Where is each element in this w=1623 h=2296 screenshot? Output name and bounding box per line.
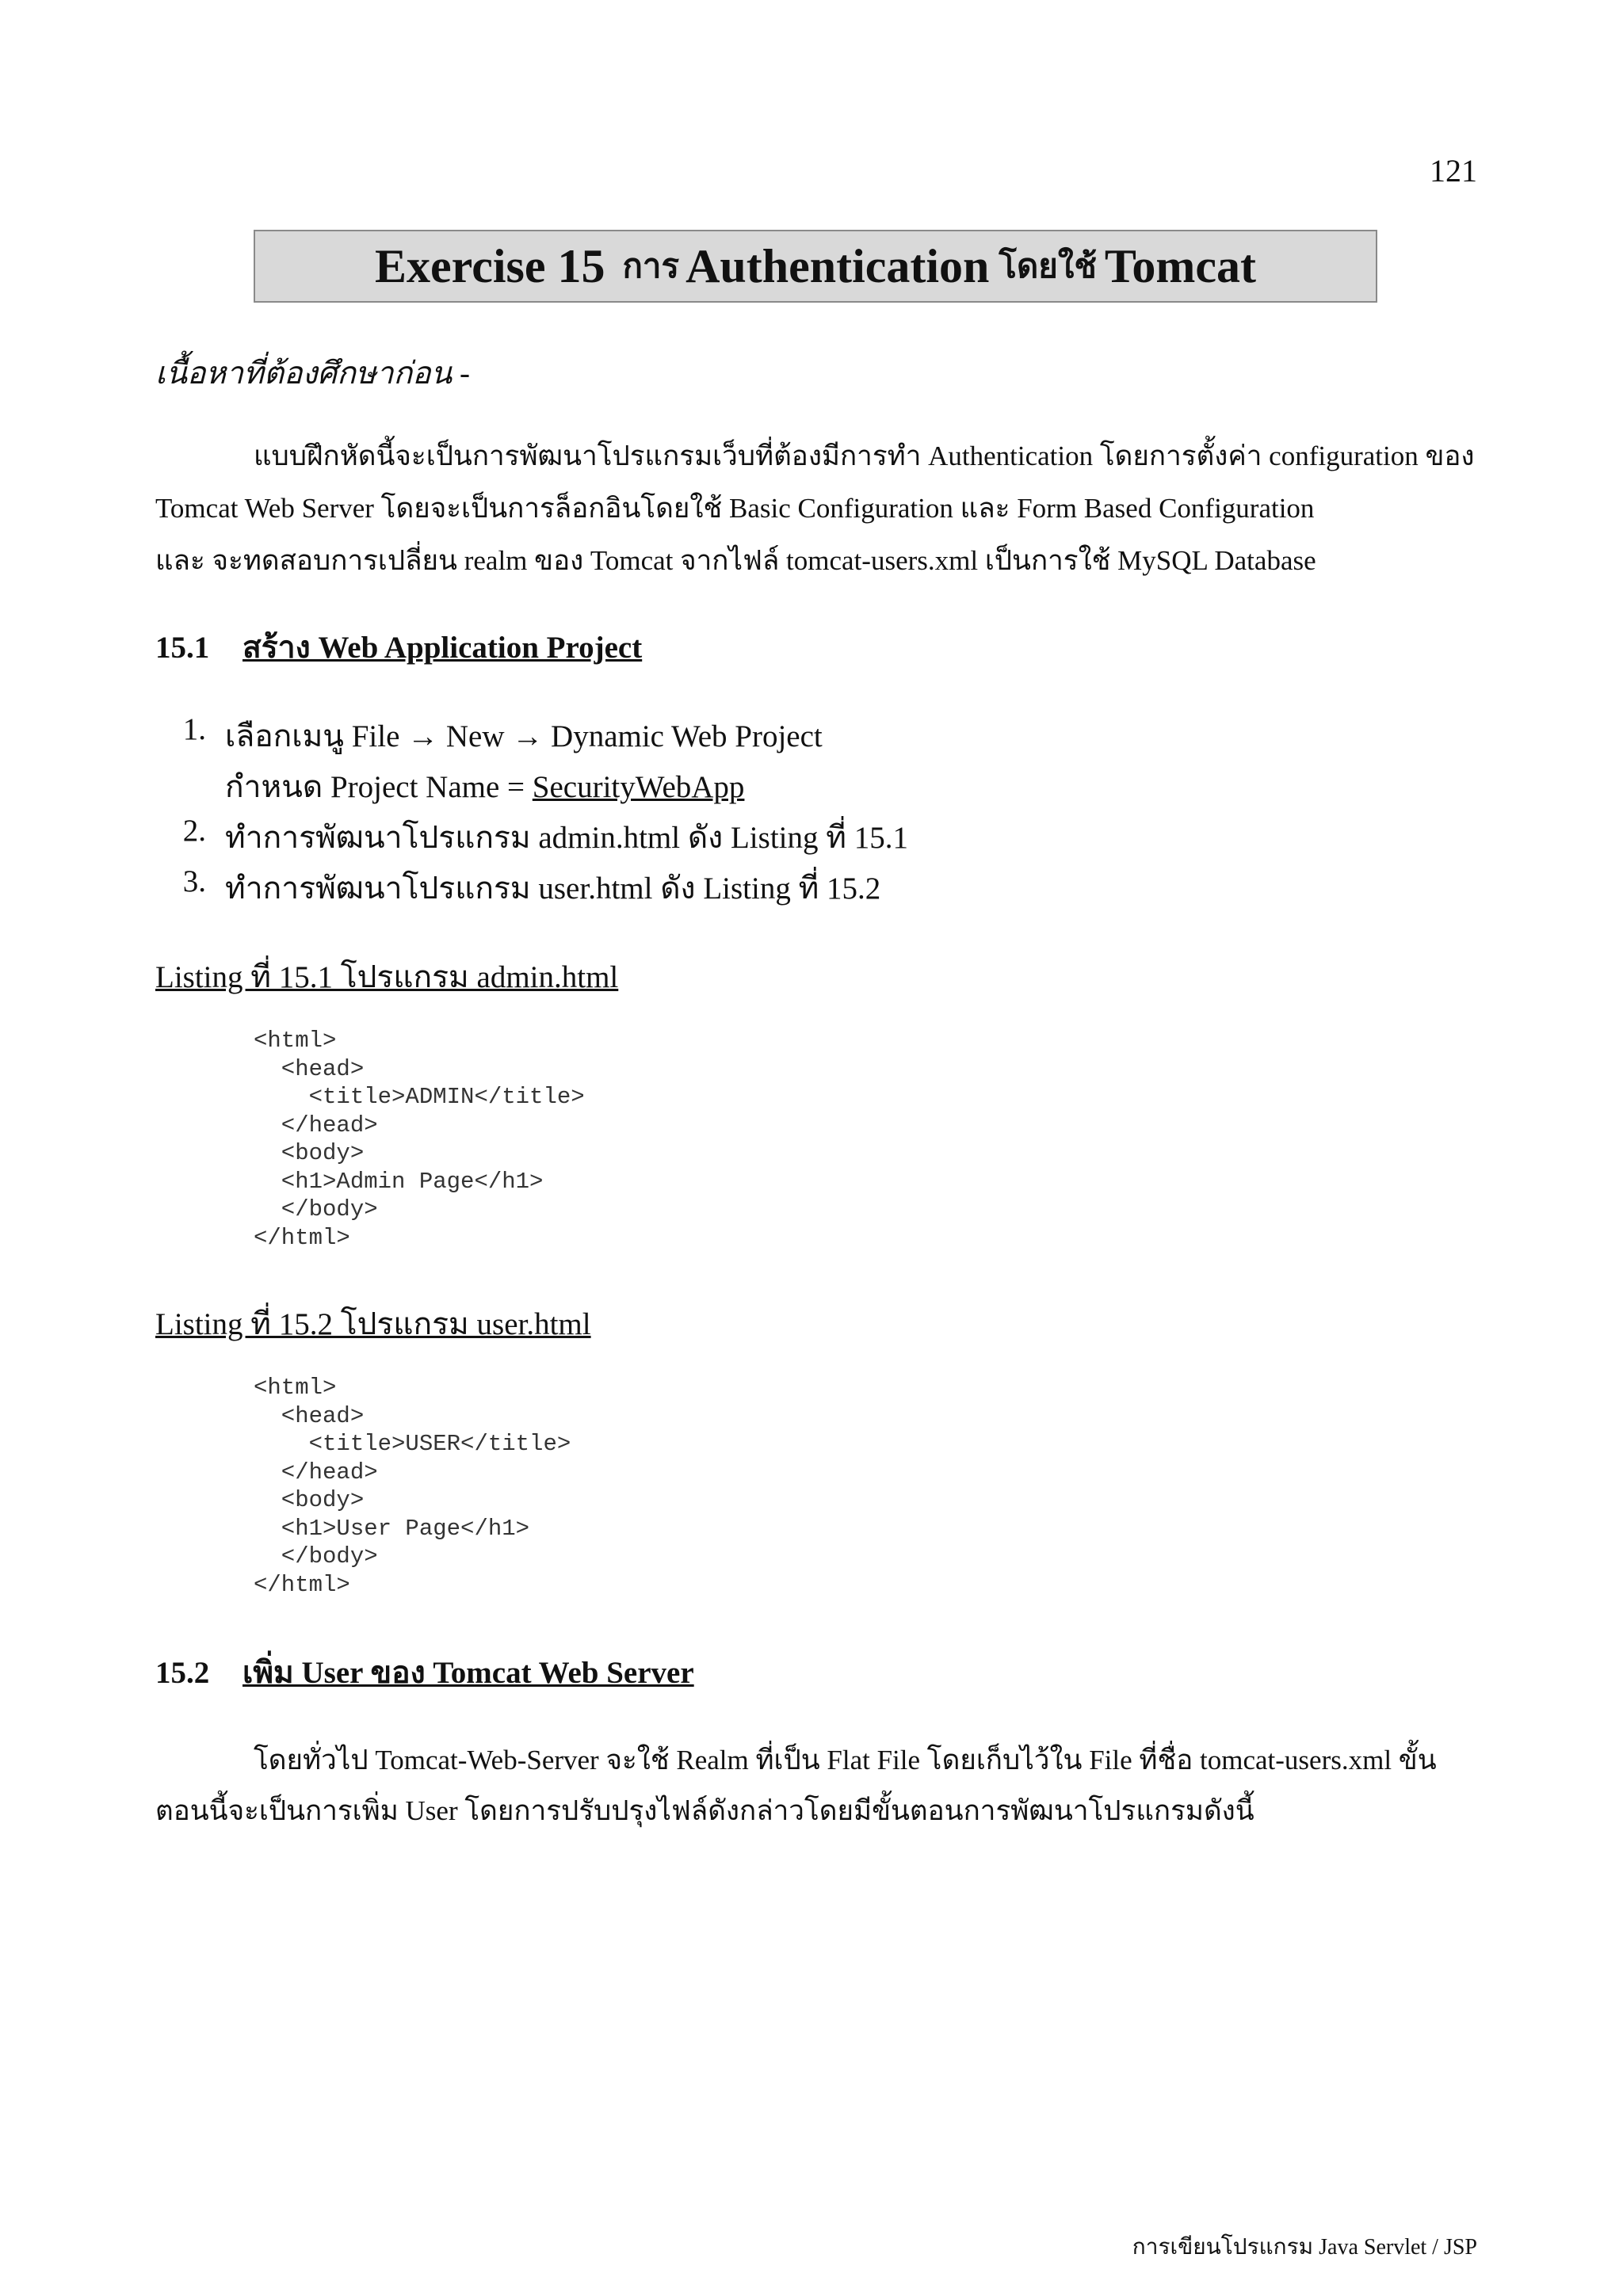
title-thai-prefix: การ xyxy=(622,249,680,285)
step-2 xyxy=(162,813,1113,855)
page-footer: การเขียนโปรแกรม Java Servlet / JSP xyxy=(1132,2235,1477,2260)
step-detail-text xyxy=(225,762,744,811)
section-number: 15.1 xyxy=(155,631,210,665)
section-number: 15.2 xyxy=(155,1656,210,1690)
section-15-1-heading xyxy=(155,623,642,672)
intro-line-2: Tomcat Web Server โดยจะเป็นการล็อกอินโดยใช้ Basic Configuration และ Form Based Configuration xyxy=(155,493,1315,524)
exercise-title xyxy=(254,230,1377,303)
intro-line-1: แบบฝึกหัดนี้จะเป็นการพัฒนาโปรแกรมเว็บที่ต้องมีการทำ Authentication โดยการตั้งค่า configuration ของ xyxy=(254,441,1475,471)
step-detail-prefix: กำหนด Project Name = xyxy=(225,770,533,804)
prerequisite-line: เนื้อหาที่ต้องศึกษาก่อน - xyxy=(155,357,470,391)
project-name: SecurityWebApp xyxy=(532,770,745,804)
step-1-detail xyxy=(162,762,1113,802)
section-15-2-heading xyxy=(155,1648,694,1697)
step-number: 2. xyxy=(182,814,206,848)
section2-line-1: โดยทั่วไป Tomcat-Web-Server จะใช้ Realm ที่เป็น Flat File โดยเก็บไว้ใน File ที่ชื่อ tomcat-users.xml ขั้น xyxy=(254,1745,1437,1775)
section2-line-2: ตอนนี้จะเป็นการเพิ่ม User โดยการปรับปรุงไฟล์ดังกล่าวโดยมีขั้นตอนการพัฒนาโปรแกรมดังนี้ xyxy=(155,1795,1254,1826)
step-text: เลือกเมนู File → New → Dynamic Web Project xyxy=(225,719,823,753)
section-title: เพิ่ม User ของ Tomcat Web Server xyxy=(242,1656,694,1690)
listing-15-2-caption: Listing ที่ 15.2 โปรแกรม user.html xyxy=(155,1307,591,1341)
title-server: Tomcat xyxy=(1104,239,1256,292)
title-thai-middle: โดยใช้ xyxy=(999,249,1097,285)
step-3 xyxy=(162,864,1113,906)
listing-15-2-code: <html> <head> <title>USER</title> </head> <body> <h1>User Page</h1> </body> </html> xyxy=(254,1375,571,1598)
step-text: ทำการพัฒนาโปรแกรม admin.html ดัง Listing ที่ 15.1 xyxy=(225,821,908,855)
step-text: ทำการพัฒนาโปรแกรม user.html ดัง Listing ที่ 15.2 xyxy=(225,871,881,906)
listing-15-1-code: <html> <head> <title>ADMIN</title> </head> <body> <h1>Admin Page</h1> </body> </html> xyxy=(254,1028,585,1251)
title-exercise: Exercise 15 xyxy=(375,239,605,292)
step-1 xyxy=(162,711,1113,751)
step-number: 3. xyxy=(182,864,206,898)
step-number: 1. xyxy=(182,712,206,746)
listing-15-1-caption: Listing ที่ 15.1 โปรแกรม admin.html xyxy=(155,960,619,994)
section-title: สร้าง Web Application Project xyxy=(242,631,643,665)
title-topic: Authentication xyxy=(685,239,990,292)
page-number: 121 xyxy=(1430,153,1477,189)
intro-line-3: และ จะทดสอบการเปลี่ยน realm ของ Tomcat จากไฟล์ tomcat-users.xml เป็นการใช้ MySQL Database xyxy=(155,545,1316,576)
